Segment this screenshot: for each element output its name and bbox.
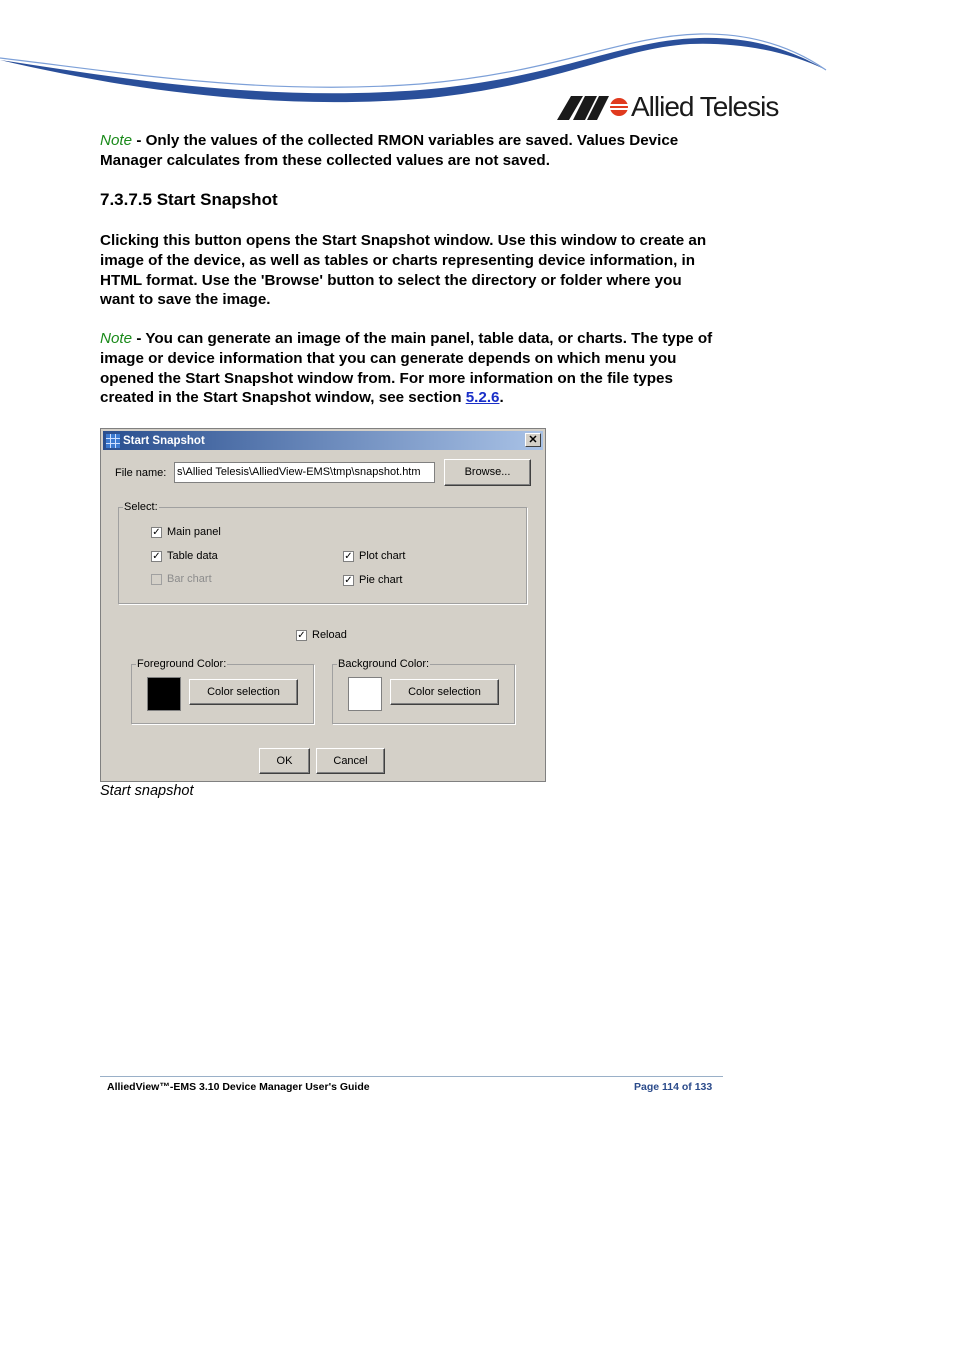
cancel-button[interactable]: Cancel xyxy=(316,748,385,774)
section-heading: 7.3.7.5 Start Snapshot xyxy=(100,190,278,209)
checkmark-icon: ✓ xyxy=(152,526,161,538)
start-snapshot-dialog xyxy=(100,428,546,782)
dialog-titlebar[interactable] xyxy=(103,431,543,450)
plot-chart-checkbox[interactable] xyxy=(343,550,405,562)
logo-mark-icon xyxy=(557,92,629,122)
main-panel-label: Main panel xyxy=(167,526,221,538)
note-paragraph-2 xyxy=(100,329,715,408)
note-paragraph-1 xyxy=(100,131,730,171)
note-text: - Only the values of the collected RMON variables are saved. Values Device Manager calculates from these collected values are not saved. xyxy=(100,132,679,169)
dialog-title: Start Snapshot xyxy=(123,434,205,447)
background-label: Background Color: xyxy=(338,658,430,670)
select-group-label: Select: xyxy=(124,501,158,513)
app-grid-icon xyxy=(105,433,121,449)
browse-button[interactable]: Browse... xyxy=(444,459,531,486)
note-end: . xyxy=(499,389,504,407)
foreground-color-button[interactable]: Color selection xyxy=(189,679,298,705)
checkmark-icon: ✓ xyxy=(152,550,161,562)
pie-chart-label: Pie chart xyxy=(359,574,403,586)
note-label: Note xyxy=(100,330,133,347)
close-icon: ✕ xyxy=(528,434,538,446)
section-link[interactable]: 5.2.6 xyxy=(465,389,500,407)
main-panel-checkbox[interactable] xyxy=(151,526,221,538)
header-swoosh xyxy=(0,0,954,110)
plot-chart-label: Plot chart xyxy=(359,550,406,562)
background-color-swatch xyxy=(348,677,382,711)
checkmark-icon: ✓ xyxy=(344,550,353,562)
allied-telesis-logo xyxy=(557,92,778,122)
note-label: Note xyxy=(100,132,133,149)
note-text: - You can generate an image of the main panel, table data, or charts. The type of image or device information that you can generate depends on which menu you opened the Start Snapshot window from. For more information on the file types created in the Start Snapshot window, see section xyxy=(100,330,713,407)
figure-caption: Start snapshot xyxy=(100,783,194,799)
reload-checkbox[interactable] xyxy=(296,629,347,641)
close-button[interactable] xyxy=(525,433,541,447)
foreground-label: Foreground Color: xyxy=(137,658,227,670)
table-data-checkbox[interactable] xyxy=(151,550,218,562)
table-data-label: Table data xyxy=(167,550,218,562)
checkmark-icon: ✓ xyxy=(344,574,353,586)
empty-checkbox-icon xyxy=(151,574,162,585)
ok-button[interactable]: OK xyxy=(259,748,310,774)
background-color-button[interactable]: Color selection xyxy=(390,679,499,705)
checkmark-icon: ✓ xyxy=(297,629,306,641)
footer-title: AlliedView™-EMS 3.10 Device Manager User's Guide xyxy=(107,1081,370,1093)
file-name-label: File name: xyxy=(115,467,167,479)
logo-text: Allied Telesis xyxy=(631,91,779,122)
reload-label: Reload xyxy=(312,629,347,641)
footer-divider xyxy=(100,1076,723,1077)
bar-chart-label: Bar chart xyxy=(167,573,212,585)
pie-chart-checkbox[interactable] xyxy=(343,574,402,586)
body-paragraph: Clicking this button opens the Start Snapshot window. Use this window to create an image of the device, as well as tables or charts representing device information, in HTML format. Use the 'Browse' button to select the directory or folder where you want to save the image. xyxy=(100,232,707,309)
page-number: Page 114 of 133 xyxy=(634,1081,713,1093)
bar-chart-checkbox xyxy=(151,573,212,585)
file-name-input[interactable]: s\Allied Telesis\AlliedView-EMS\tmp\snapshot.htm xyxy=(174,462,435,483)
foreground-color-swatch xyxy=(147,677,181,711)
